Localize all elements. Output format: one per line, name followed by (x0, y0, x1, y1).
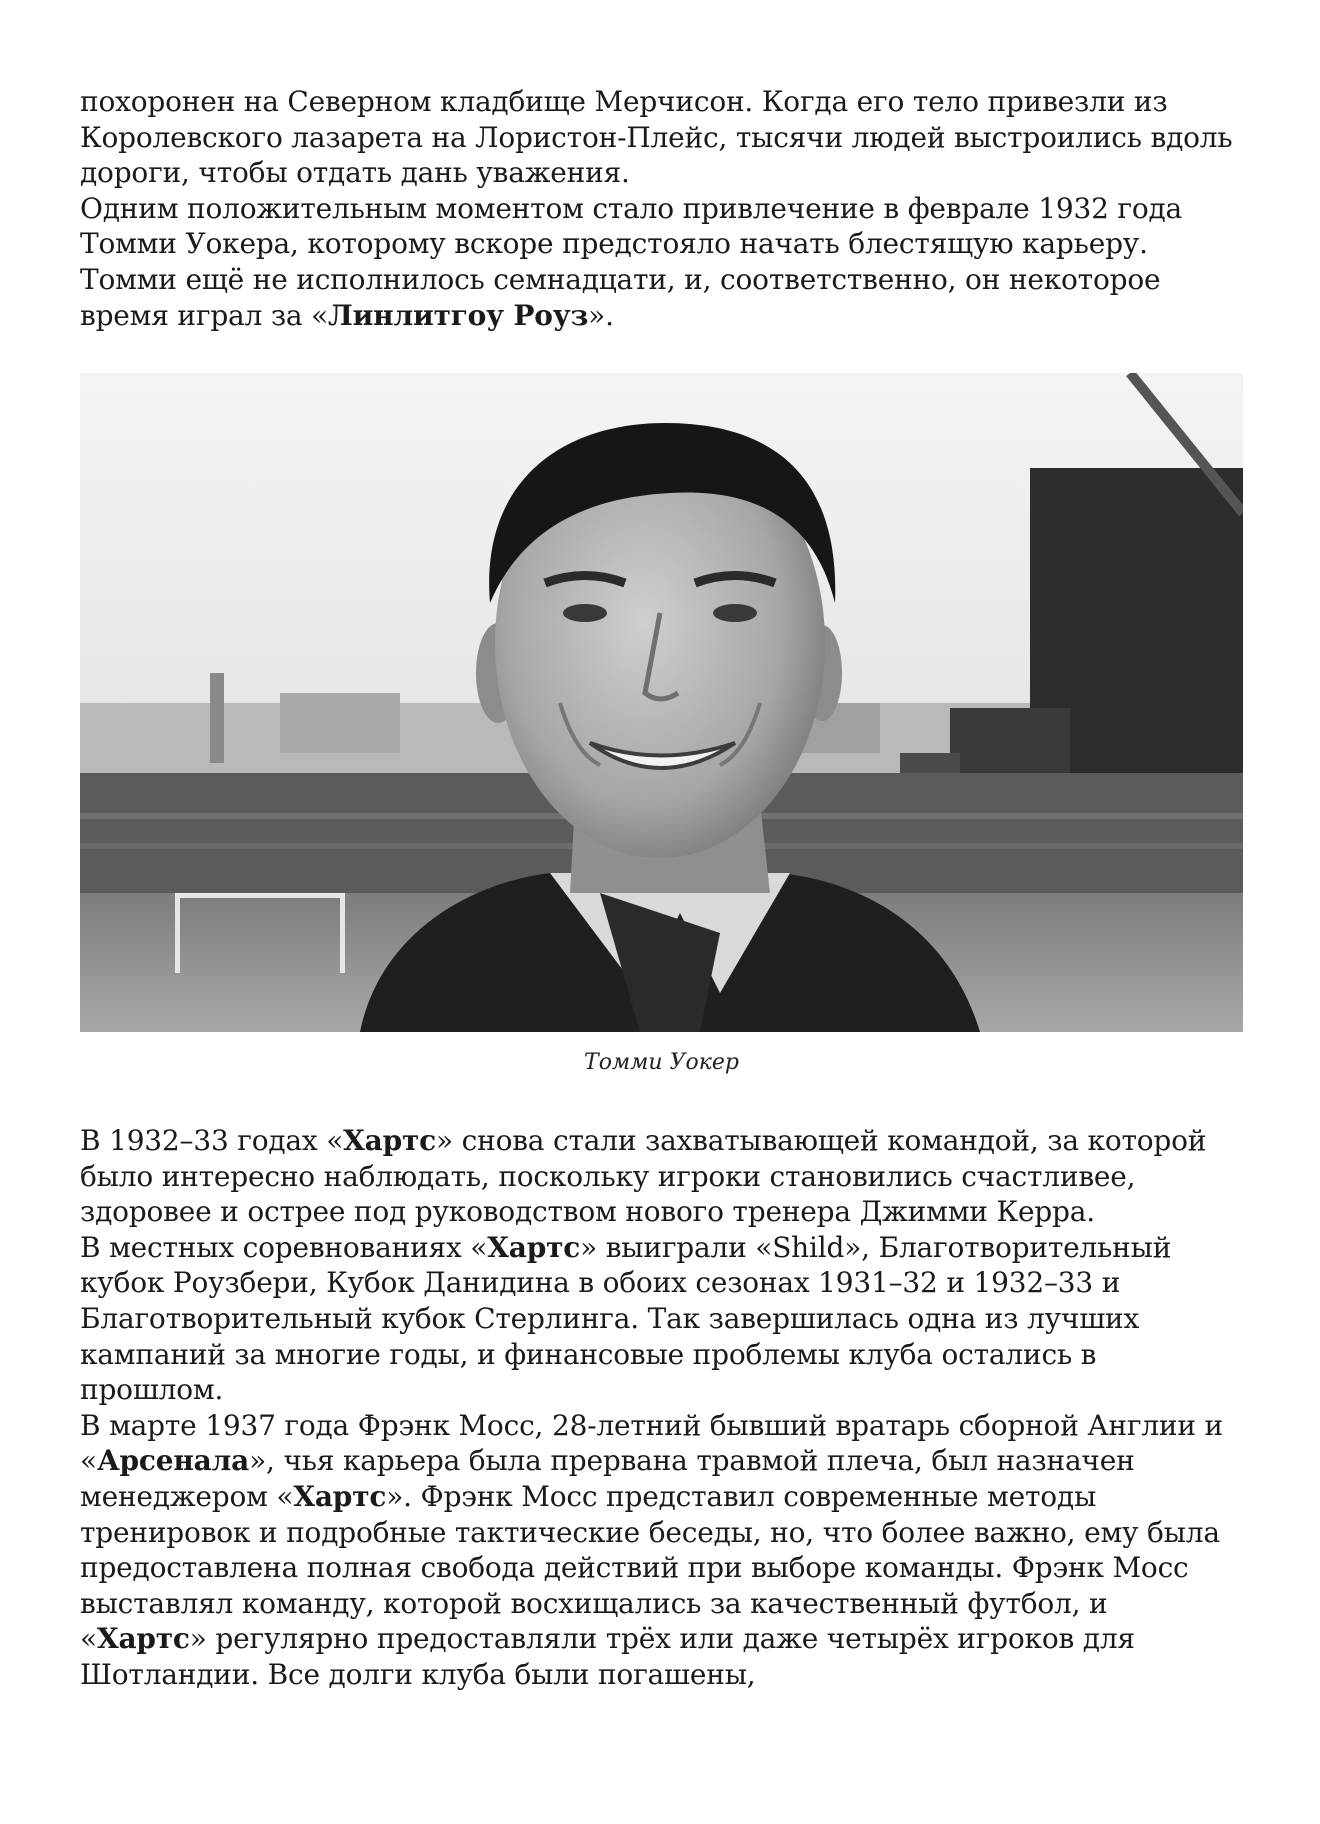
text-block-top (80, 84, 1240, 333)
text-block-bottom (80, 1123, 1240, 1693)
text-run: », чья карьера была прервана травмой плеча, был назначен менеджером « (80, 1444, 1135, 1513)
bold-term: Линлитгоу Роуз (328, 298, 589, 332)
paragraph (80, 191, 1240, 333)
text-run: похоронен на Северном кладбище Мерчисон. Когда его тело привезли из Королевского лазарета на Лористон-Плейс, тысячи людей выстроились вдоль дороги, чтобы отдать дань уважения. (80, 85, 1233, 190)
text-run: В 1932–33 годах « (80, 1124, 344, 1157)
bold-term: Хартс (293, 1479, 387, 1513)
text-run: Одним положительным моментом стало привлечение в феврале 1932 года Томми Уокера, которому вскоре предстояло начать блестящую карьеру. Томми ещё не исполнилось семнадцати, и, соответственно, он некоторое время играл за « (80, 191, 1183, 332)
photo-illustration (80, 373, 1243, 1032)
text-run: ». Фрэнк Мосс представил современные методы тренировок и подробные тактические беседы, но, что более важно, ему была предоставлена полная свобода действий при выборе команды. Фрэнк Мосс выставлял команду, которой восхищались за качественный футбол, и « (80, 1479, 1220, 1656)
bold-term: Арсенала (96, 1444, 250, 1478)
bold-term: Хартс (487, 1230, 581, 1264)
photo-caption: Томми Уокер (584, 1050, 739, 1075)
text-run: » снова стали захватывающей командой, за которой было интересно наблюдать, поскольку игроки становились счастливее, здоровее и острее под руководством нового тренера Джимми Керра. (80, 1124, 1207, 1229)
text-run: ». (588, 298, 614, 332)
text-run: » регулярно предоставляли трёх или даже четырёх игроков для Шотландии. Все долги клуба были погашены, (80, 1622, 1135, 1691)
text-run: » выиграли «Shild», Благотворительный кубок Роузбери, Кубок Данидина в обоих сезонах 1931–32 и 1932–33 и Благотворительный кубок Стерлинга. Так завершилась одна из лучших кампаний за многие годы, и финансовые проблемы клуба остались в прошлом. (80, 1230, 1172, 1407)
text-run: В марте 1937 года Фрэнк Мосс, 28-летний бывший вратарь сборной Англии и « (80, 1408, 1223, 1478)
paragraph (80, 1230, 1240, 1408)
text-run: В местных соревнованиях « (80, 1230, 488, 1264)
bold-term: Хартс (343, 1124, 437, 1157)
paragraph (80, 1123, 1240, 1230)
bold-term: Хартс (96, 1622, 190, 1656)
paragraph (80, 1408, 1240, 1693)
paragraph (80, 84, 1240, 191)
portrait-photo (80, 373, 1243, 1032)
